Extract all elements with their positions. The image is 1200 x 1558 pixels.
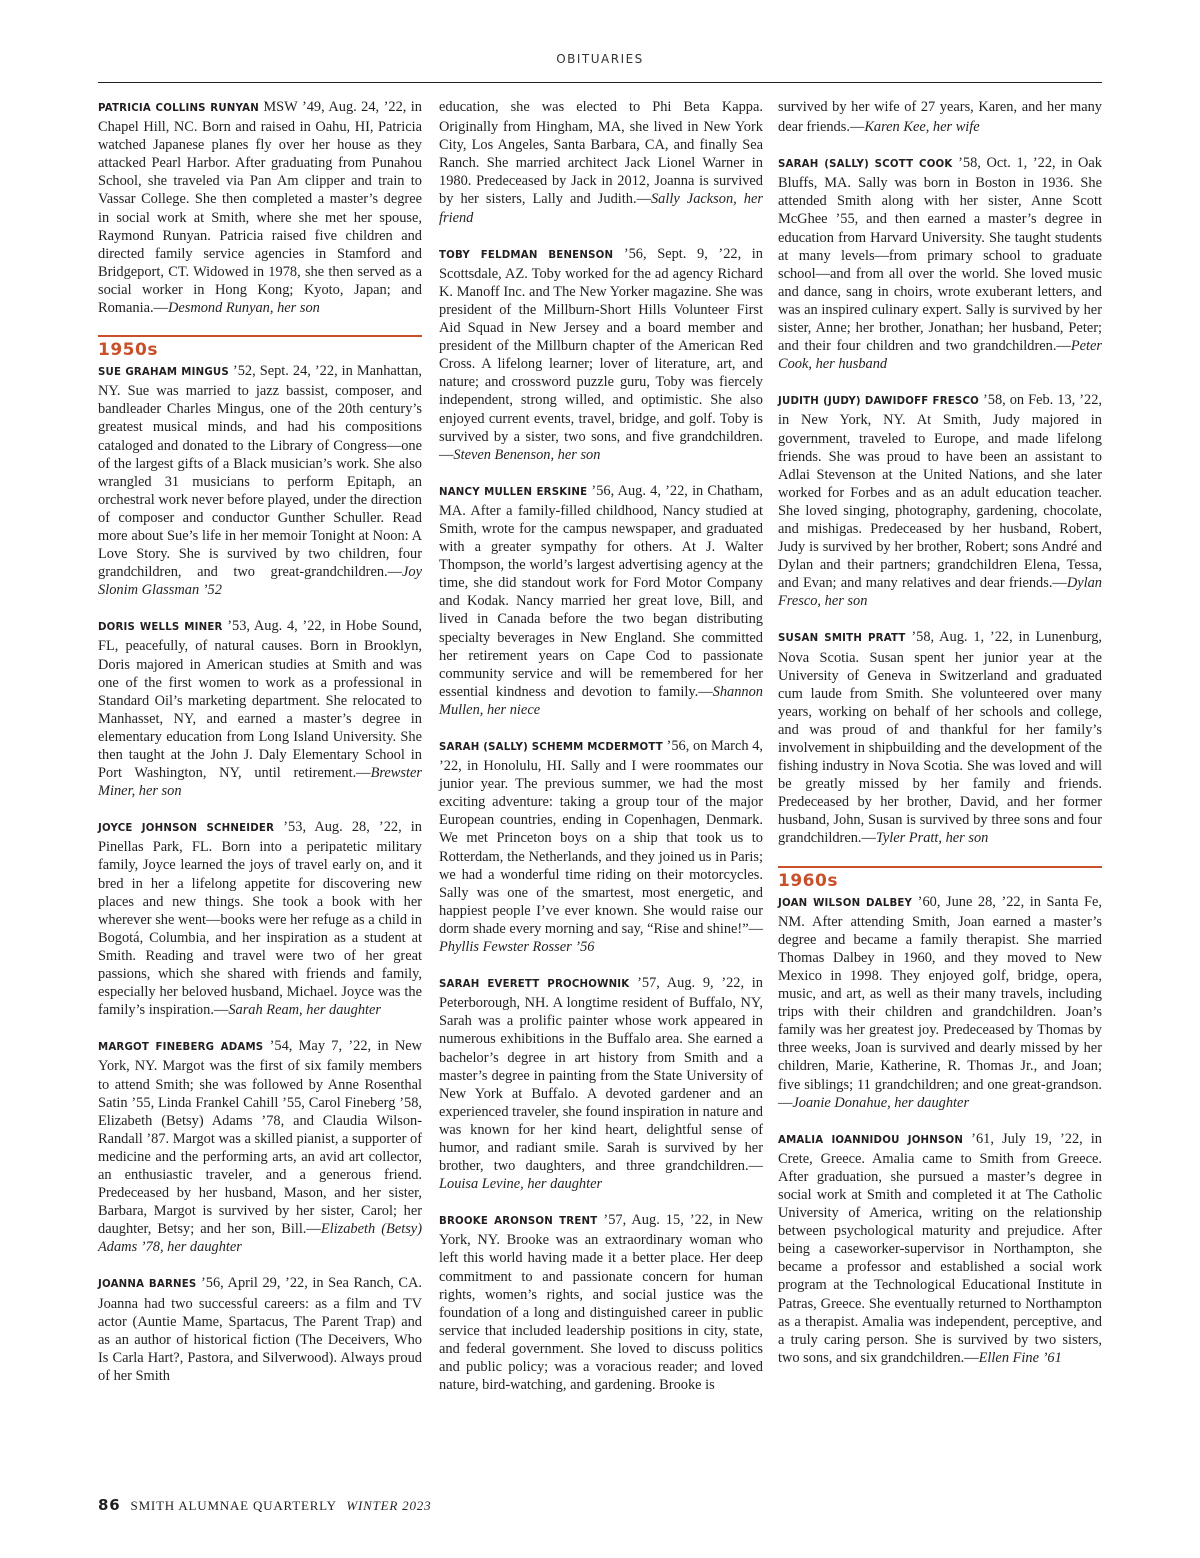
obituary-signature: Tyler Pratt, her son — [875, 830, 989, 847]
obituary-text: ’53, Aug. 28, ’22, in Pinellas Park, FL. Born into a peripatetic military family, Joyce learned the joys of travel early on, and it bred in her a lifelong appetite for discovering new places and new things. She took a book with her wherever she went—books were her refuge as a child in Bogotá, Columbia, and her inspiration as a student at Smith. Reading and travel were two of her great passions, which she shared with friends and family, especially her beloved husband, Michael. Joyce was the family’s inspiration.— — [98, 819, 422, 1019]
obituary-text: survived by her wife of 27 years, Karen, and her many dear friends.— — [778, 99, 1102, 136]
obituary-entry — [98, 617, 422, 800]
obituary-entry — [778, 391, 1102, 610]
obituary-text: ’58, on Feb. 13, ’22, in New York, NY. At Smith, Judy majored in government, traveled to Europe, and made lifelong friends. She was proud to have been an assistant to Adlai Stevenson at the United Nations, and she later worked for Forbes and as an adult education teacher. She loved singing, photography, gardening, chocolate, and mishigas. Predeceased by her husband, Robert, Judy is survived by her brother, Robert; sons André and Dylan and their partners; grandchildren Elena, Tessa, and Evan; and many relatives and dear friends.— — [778, 392, 1102, 592]
obituary-text: ’56, April 29, ’22, in Sea Ranch, CA. Joanna had two successful careers: as a film and TV actor (Auntie Mame, Spartacus, The Parent Trap) and as an author of historical fiction (The Deceivers, Who Is Carla Hart?, Pastora, and Silverwood). Always proud of her Smith — [98, 1275, 422, 1384]
obituary-name: PATRICIA COLLINS RUNYAN — [98, 103, 259, 114]
obituary-name: JOANNA BARNES — [98, 1279, 197, 1291]
obituary-entry — [778, 628, 1102, 847]
column-2 — [439, 98, 763, 1412]
issue-label: WINTER 2023 — [346, 1498, 432, 1513]
obituary-signature: Steven Benenson, her son — [453, 446, 601, 463]
obituary-name: SUE GRAHAM MINGUS — [98, 367, 229, 379]
obituary-signature: Desmond Runyan, her son — [167, 300, 320, 317]
obituary-text: ’54, May 7, ’22, in New York, NY. Margot was the first of six family members to attend Smith; she was followed by Anne Rosenthal Satin ’55, Linda Frankel Cahill ’55, Carol Fineberg ’58, Elizabeth (Betsy) Adams ’78, and Claudia Wilson-Randall ’87. Margot was a skilled pianist, a supporter of medicine and the performing arts, an avid art collector, an enthusiastic traveler, and a generous friend. Predeceased by her husband, Mason, and her sister, Barbara, Margot is survived by her sister, Carol; her daughter, Betsy; and her son, Bill.— — [98, 1038, 422, 1238]
obituary-name: SARAH EVERETT PROCHOWNIK — [439, 979, 630, 991]
obituary-signature: Karen Kee, her wife — [864, 119, 980, 136]
obituary-name: DORIS WELLS MINER — [98, 622, 223, 634]
obituary-name: JUDITH (JUDY) DAWIDOFF FRESCO — [778, 396, 979, 408]
section-header: OBITUARIES — [556, 52, 644, 66]
obituary-signature: Sarah Ream, her daughter — [228, 1002, 381, 1019]
obituary-entry — [98, 1274, 422, 1385]
obituary-entry — [439, 737, 763, 956]
obituary-entry — [778, 154, 1102, 373]
obituary-name: SARAH (SALLY) SCHEMM MCDERMOTT — [439, 742, 663, 753]
page-number: 86 — [98, 1496, 121, 1514]
decade-heading: 1960s — [778, 866, 1102, 891]
publication-name: SMITH ALUMNAE QUARTERLY — [130, 1498, 337, 1513]
obituary-entry — [439, 1211, 763, 1394]
obituary-signature: Elizabeth (Betsy) Adams ’78, her daughter — [98, 1221, 422, 1256]
obituary-text: ’57, Aug. 15, ’22, in New York, NY. Brooke was an extraordinary woman who left this world having made it a better place. Her deep commitment to and passionate concern for human rights, women’s rights, and social justice was the foundation of a long and distinguished career in public service that included leadership positions in city, state, and federal government. She loved to discuss politics and public policy; was a voracious reader; and loved nature, bird-watching, and gardening. Brooke is — [439, 1212, 763, 1394]
obituary-entry — [98, 362, 422, 599]
obituary-signature: Ellen Fine ’61 — [978, 1349, 1062, 1366]
obituary-signature: Dylan Fresco, her son — [778, 575, 1102, 610]
obituary-entry — [778, 1130, 1102, 1367]
obituary-text: ’52, Sept. 24, ’22, in Manhattan, NY. Sue was married to jazz bassist, composer, and bandleader Charles Mingus, one of the 20th century’s greatest musical minds, and had his compositions cataloged and donated to the Library of Congress—one of the largest gifts of a Black musician’s work. She also wrangled 31 musicians to perform Epitaph, an orchestral work never before played, under the direction of composer and conductor Gunther Schuller. Read more about Sue’s life in her memoir Tonight at Noon: A Love Story. She is survived by two children, four grandchildren, and two great-grandchildren.— — [98, 363, 422, 581]
obituary-name: JOAN WILSON DALBEY — [778, 897, 913, 909]
obituary-text: ’56, Aug. 4, ’22, in Chatham, MA. After a family-filled childhood, Nancy studied at Smith, wrote for the campus newspaper, and graduated with a greater sympathy for others. At J. Walter Thompson, the world’s largest advertising agency at the time, she did standout work for Ford Motor Company and Kodak. Nancy married her great love, Bill, and lived in Canada before the two began distributing specialty beverages in New England. She committed her retirement years on Cape Cod to passionate community service and will be remembered for her essential kindness and devotion to family.— — [439, 482, 763, 700]
obituary-name: BROOKE ARONSON TRENT — [439, 1216, 598, 1228]
obituary-name: JOYCE JOHNSON SCHNEIDER — [98, 823, 275, 835]
obituary-name: AMALIA IOANNIDOU JOHNSON — [778, 1134, 964, 1146]
obituary-signature: Joanie Donahue, her daughter — [792, 1094, 970, 1111]
obituary-entry — [98, 818, 422, 1019]
obituary-entry — [439, 974, 763, 1193]
obituary-signature: Louisa Levine, her daughter — [439, 1176, 603, 1193]
obituary-text: ’56, on March 4, ’22, in Honolulu, HI. Sally and I were roommates our junior year. The previous summer, we had the most exciting adventure: taking a group tour of the major European countries, ending in Copenhagen, Denmark. We met Princeton boys on a ship that took us to Rotterdam, the Netherlands, and they joined us in Paris; we had a wonderful time riding on their motorcycles. Sally was one of the smartest, most energetic, and happiest people I’ve ever known. She would raise our dorm shade every morning and say, “Rise and shine!”— — [439, 738, 763, 937]
page-footer — [98, 1496, 431, 1514]
obituary-signature: Joy Slonim Glassman ’52 — [98, 564, 422, 599]
obituary-signature: Phyllis Fewster Rosser ’56 — [439, 939, 595, 956]
obituary-text: ’58, Aug. 1, ’22, in Lunenburg, Nova Scotia. Susan spent her junior year at the University of Geneva in Switzerland and graduated cum laude from Smith. She volunteered over many years, working on behalf of her schools and college, and was proud of and thankful for her family’s involvement in shipbuilding and the development of the fishing industry in Nova Scotia. She was loved and will be greatly missed by her family and friends. Predeceased by her brother, David, and her former husband, John, Susan is survived by three sons and four grandchildren.— — [778, 629, 1102, 847]
obituary-signature: Brewster Miner, her son — [98, 765, 422, 800]
obituary-signature: Sally Jackson, her friend — [439, 191, 763, 226]
decade-heading: 1950s — [98, 335, 422, 360]
obituary-name: NANCY MULLEN ERSKINE — [439, 486, 588, 498]
obituary-text: education, she was elected to Phi Beta Kappa. Originally from Hingham, MA, she lived in New York City, Los Angeles, Santa Barbara, CA, and finally Sea Ranch. She married architect Jack Lionel Warner in 1980. Predeceased by Jack in 2012, Joanna is survived by her sisters, Lally and Judith.— — [439, 99, 763, 208]
obituary-entry — [98, 1037, 422, 1256]
obituary-entry — [778, 98, 1102, 136]
obituary-entry — [439, 482, 763, 719]
obituary-entry — [439, 98, 763, 227]
column-3 — [778, 98, 1102, 1385]
obituary-entry — [98, 98, 422, 317]
obituary-entry — [778, 893, 1102, 1112]
obituary-text: ’60, June 28, ’22, in Santa Fe, NM. After attending Smith, Joan earned a master’s degree and became a family therapist. She married Thomas Dalbey in 1960, and they moved to New Mexico in 1998. They enjoyed golf, bridge, opera, music, and art, as well as their many travels, including trips with their children and grandchildren. Joan’s family was her greatest joy. Predeceased by Thomas by three weeks, Joan is survived and dearly missed by her children, Marie, Katherine, R. Thomas Jr., and Joan; five siblings; 11 grandchildren; and one great-grandson.— — [778, 893, 1102, 1111]
obituary-signature: Shannon Mullen, her niece — [439, 683, 763, 718]
obituary-text: ’56, Sept. 9, ’22, in Scottsdale, AZ. Toby worked for the ad agency Richard K. Manoff Inc. and The New Yorker magazine. She was president of the Millburn-Short Hills Volunteer First Aid Squad in New Jersey and a board member and president of the Millburn chapter of the American Red Cross. A lifelong learner; lover of literature, art, and nature; and crossword puzzle guru, Toby was fiercely independent, strong willed, and optimistic. She also enjoyed current events, travel, bridge, and golf. Toby is survived by a sister, two sons, and five grandchildren.— — [439, 245, 763, 463]
obituary-columns — [98, 98, 1102, 1478]
obituary-signature: Peter Cook, her husband — [778, 338, 1102, 373]
obituary-name: SARAH (SALLY) SCOTT COOK — [778, 159, 953, 171]
obituary-entry — [439, 245, 763, 464]
obituary-name: MARGOT FINEBERG ADAMS — [98, 1042, 264, 1054]
column-1 — [98, 98, 422, 1403]
obituary-name: SUSAN SMITH PRATT — [778, 633, 906, 645]
obituary-text: ’57, Aug. 9, ’22, in Peterborough, NH. A longtime resident of Buffalo, NY, Sarah was a prolific painter whose work appeared in numerous exhibitions in the Buffalo area. She earned a bachelor’s degree in art history from Smith and a master’s degree in painting from the State University of New York at Buffalo. A devoted gardener and an experienced traveler, she found inspiration in nature and was known for her kind heart, delightful sense of humor, and radiant smile. Sarah is survived by her brother, two daughters, and three grandchildren.— — [439, 975, 763, 1175]
obituary-name: TOBY FELDMAN BENENSON — [439, 249, 614, 261]
obituary-text: MSW ’49, Aug. 24, ’22, in Chapel Hill, NC. Born and raised in Oahu, HI, Patricia watched Japanese planes fly over her house as they attacked Pearl Harbor. After graduating from Punahou School, she traveled via Pan Am clipper and train to Vassar College. She then completed a master’s degree in social work at Smith, where she met her spouse, Raymond Runyan. Patricia raised five children and directed family service agencies in Stamford and Bridgeport, CT. Widowed in 1978, she then served as a social worker in Hong Kong; Kyoto, Japan; and Romania.— — [98, 99, 422, 317]
header-rule — [98, 82, 1102, 83]
obituary-text: ’61, July 19, ’22, in Crete, Greece. Amalia came to Smith from Greece. After graduation, she pursued a master’s degree in social work at Smith and completed it at The Catholic University of America, writing on the relationship between psychological maturity and prejudice. After being a caseworker-supervisor in Northampton, she became a professor and established a social work program at the Technological Educational Institute in Patras, Greece. She eventually returned to Northampton as a therapist. Amalia was independent, perceptive, and a truly caring person. She is survived by two sisters, two sons, and six grandchildren.— — [778, 1130, 1102, 1366]
obituary-text: ’58, Oct. 1, ’22, in Oak Bluffs, MA. Sally was born in Boston in 1936. She attended Smith along with her sister, Anne Scott McGhee ’55, and then earned a master’s degree in education from Harvard University. She taught students at many levels—from primary school to graduate school—and from all over the world. She loved music and dance, sang in choirs, wrote exuberant letters, and was an inspired culinary expert. Sally is survived by her sister, Anne; her brother, Jonathan; her husband, Peter; and their four children and two grandchildren.— — [778, 155, 1102, 355]
obituary-text: ’53, Aug. 4, ’22, in Hobe Sound, FL, peacefully, of natural causes. Born in Brooklyn, Doris majored in American studies at Smith and was one of the first women to work as a professional in Standard Oil’s marketing department. She relocated to Manhasset, NY, and earned a master’s degree in elementary education from Long Island University. She then taught at the John J. Daly Elementary School in Port Washington, NY, until retirement.— — [98, 618, 422, 782]
